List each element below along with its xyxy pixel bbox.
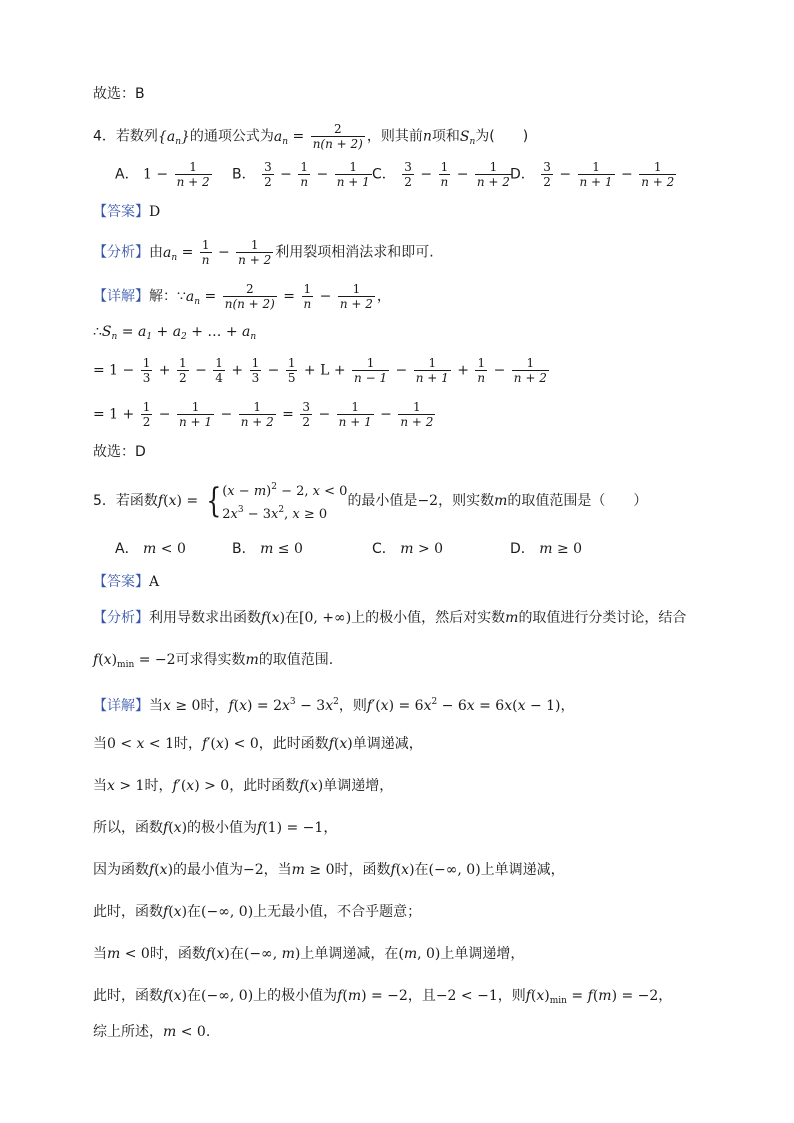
q4-sum-line-1: $\therefore S_n = a_1 + a_2$ + … + $a_n$	[93, 324, 257, 342]
q5-detail-line-3: 当x > 1时，f′(x) > 0，此时函数f(x)单调递增，	[93, 778, 394, 794]
q4-option-a: A． 1 − $\frac{1}{n + 2}$	[115, 160, 210, 189]
q5-detail-line-7: 当m < 0时，函数f(x)在(−∞, m)上单调递减，在(m, 0)上单调递增，	[93, 946, 525, 962]
q4-option-b: B． $\frac{3}{2}$ − $\frac{1}{n}$ − $\frac{1}{n + 1}$	[232, 160, 370, 189]
q5-option-a: A． m < 0	[115, 541, 186, 557]
q4-sum-line-3: = 1 + $\frac{1}{2}$ − $\frac{1}{n + 1}$ − $\frac{1}{n + 2}$ = $\frac{3}{2}$ − $\frac{1}{n + 1}$ − $\frac{1}{n + 2}$	[93, 400, 434, 429]
question-4-stem: 4．若数列$\{a_n\}$的通项公式为$a_n$ = $\frac{2}{n(n + 2)}$ ，则其前n项和$S_n$为( )	[93, 122, 529, 151]
q4-sum-line-2: = 1 − $\frac{1}{3}$ + $\frac{1}{2}$ − $\frac{1}{4}$ + $\frac{1}{3}$ − $\frac{1}{5}$ + L + $\frac{1}{n - 1}$ − $\frac{1}{n + 1}$ + $\frac{1}{n}$ − $\frac{1}{n + 2}$	[93, 356, 547, 385]
q5-detail-line-1: 【详解】当x ≥ 0时，$f(x) = 2x^3 - 3x^2$，则$f'(x) = 6x^2 - 6x = 6x(x - 1)$，	[93, 697, 575, 714]
q5-option-c: C． m > 0	[372, 541, 444, 557]
q4-analysis: 【分析】由$a_n$ = $\frac{1}{n}$ − $\frac{1}{n + 2}$ 利用裂项相消法求和即可.	[93, 238, 434, 267]
q5-detail-line-9: 综上所述，m < 0.	[93, 1024, 211, 1040]
q5-detail-line-4: 所以，函数f(x)的极小值为f(1) = −1，	[93, 820, 338, 836]
previous-answer-choice: 故选：B	[93, 86, 145, 102]
q4-choice: 故选：D	[93, 444, 146, 460]
q5-analysis-line-2: $f(x)_{min} = -2$可求得实数m的取值范围.	[93, 652, 334, 670]
q5-detail-line-8: 此时，函数f(x)在(−∞, 0)上的极小值为f(m) = −2，且−2 < −1，则$f(x)_{min} = f(m) = -2$，	[93, 988, 673, 1006]
q5-analysis-line-1: 【分析】利用导数求出函数f(x)在[0, +∞)上的极小值，然后对实数m的取值进行分类讨论，结合	[93, 610, 687, 626]
q5-option-d: D． m ≥ 0	[510, 541, 583, 557]
q4-answer: 【答案】D	[93, 204, 161, 220]
q5-detail-line-2: 当0 < x < 1时，f′(x) < 0，此时函数f(x)单调递减，	[93, 736, 423, 752]
q4-option-c: C． $\frac{3}{2}$ − $\frac{1}{n}$ − $\frac{1}{n + 2}$	[372, 160, 510, 189]
q5-detail-line-6: 此时，函数f(x)在(−∞, 0)上无最小值，不合乎题意；	[93, 904, 422, 920]
q4-number: 4．	[93, 128, 116, 145]
q4-option-d: D． $\frac{3}{2}$ − $\frac{1}{n + 1}$ − $\frac{1}{n + 2}$	[510, 160, 675, 189]
q4-detail: 【详解】解：$\because a_n$ = $\frac{2}{n(n + 2)}$ = $\frac{1}{n}$ − $\frac{1}{n + 2}$ ，	[93, 282, 391, 311]
question-5-stem: 5．若函数f(x) = { $(x - m)^2 - 2$, x < 0 $2x^3 - 3x^2$, x ≥ 0 的最小值是−2，则实数m的取值范围是（ ）	[93, 481, 648, 522]
q5-answer: 【答案】A	[93, 574, 160, 590]
q5-option-b: B． m ≤ 0	[232, 541, 303, 557]
q5-detail-line-5: 因为函数f(x)的最小值为−2，当m ≥ 0时，函数f(x)在(−∞, 0)上单调递减，	[93, 862, 565, 878]
